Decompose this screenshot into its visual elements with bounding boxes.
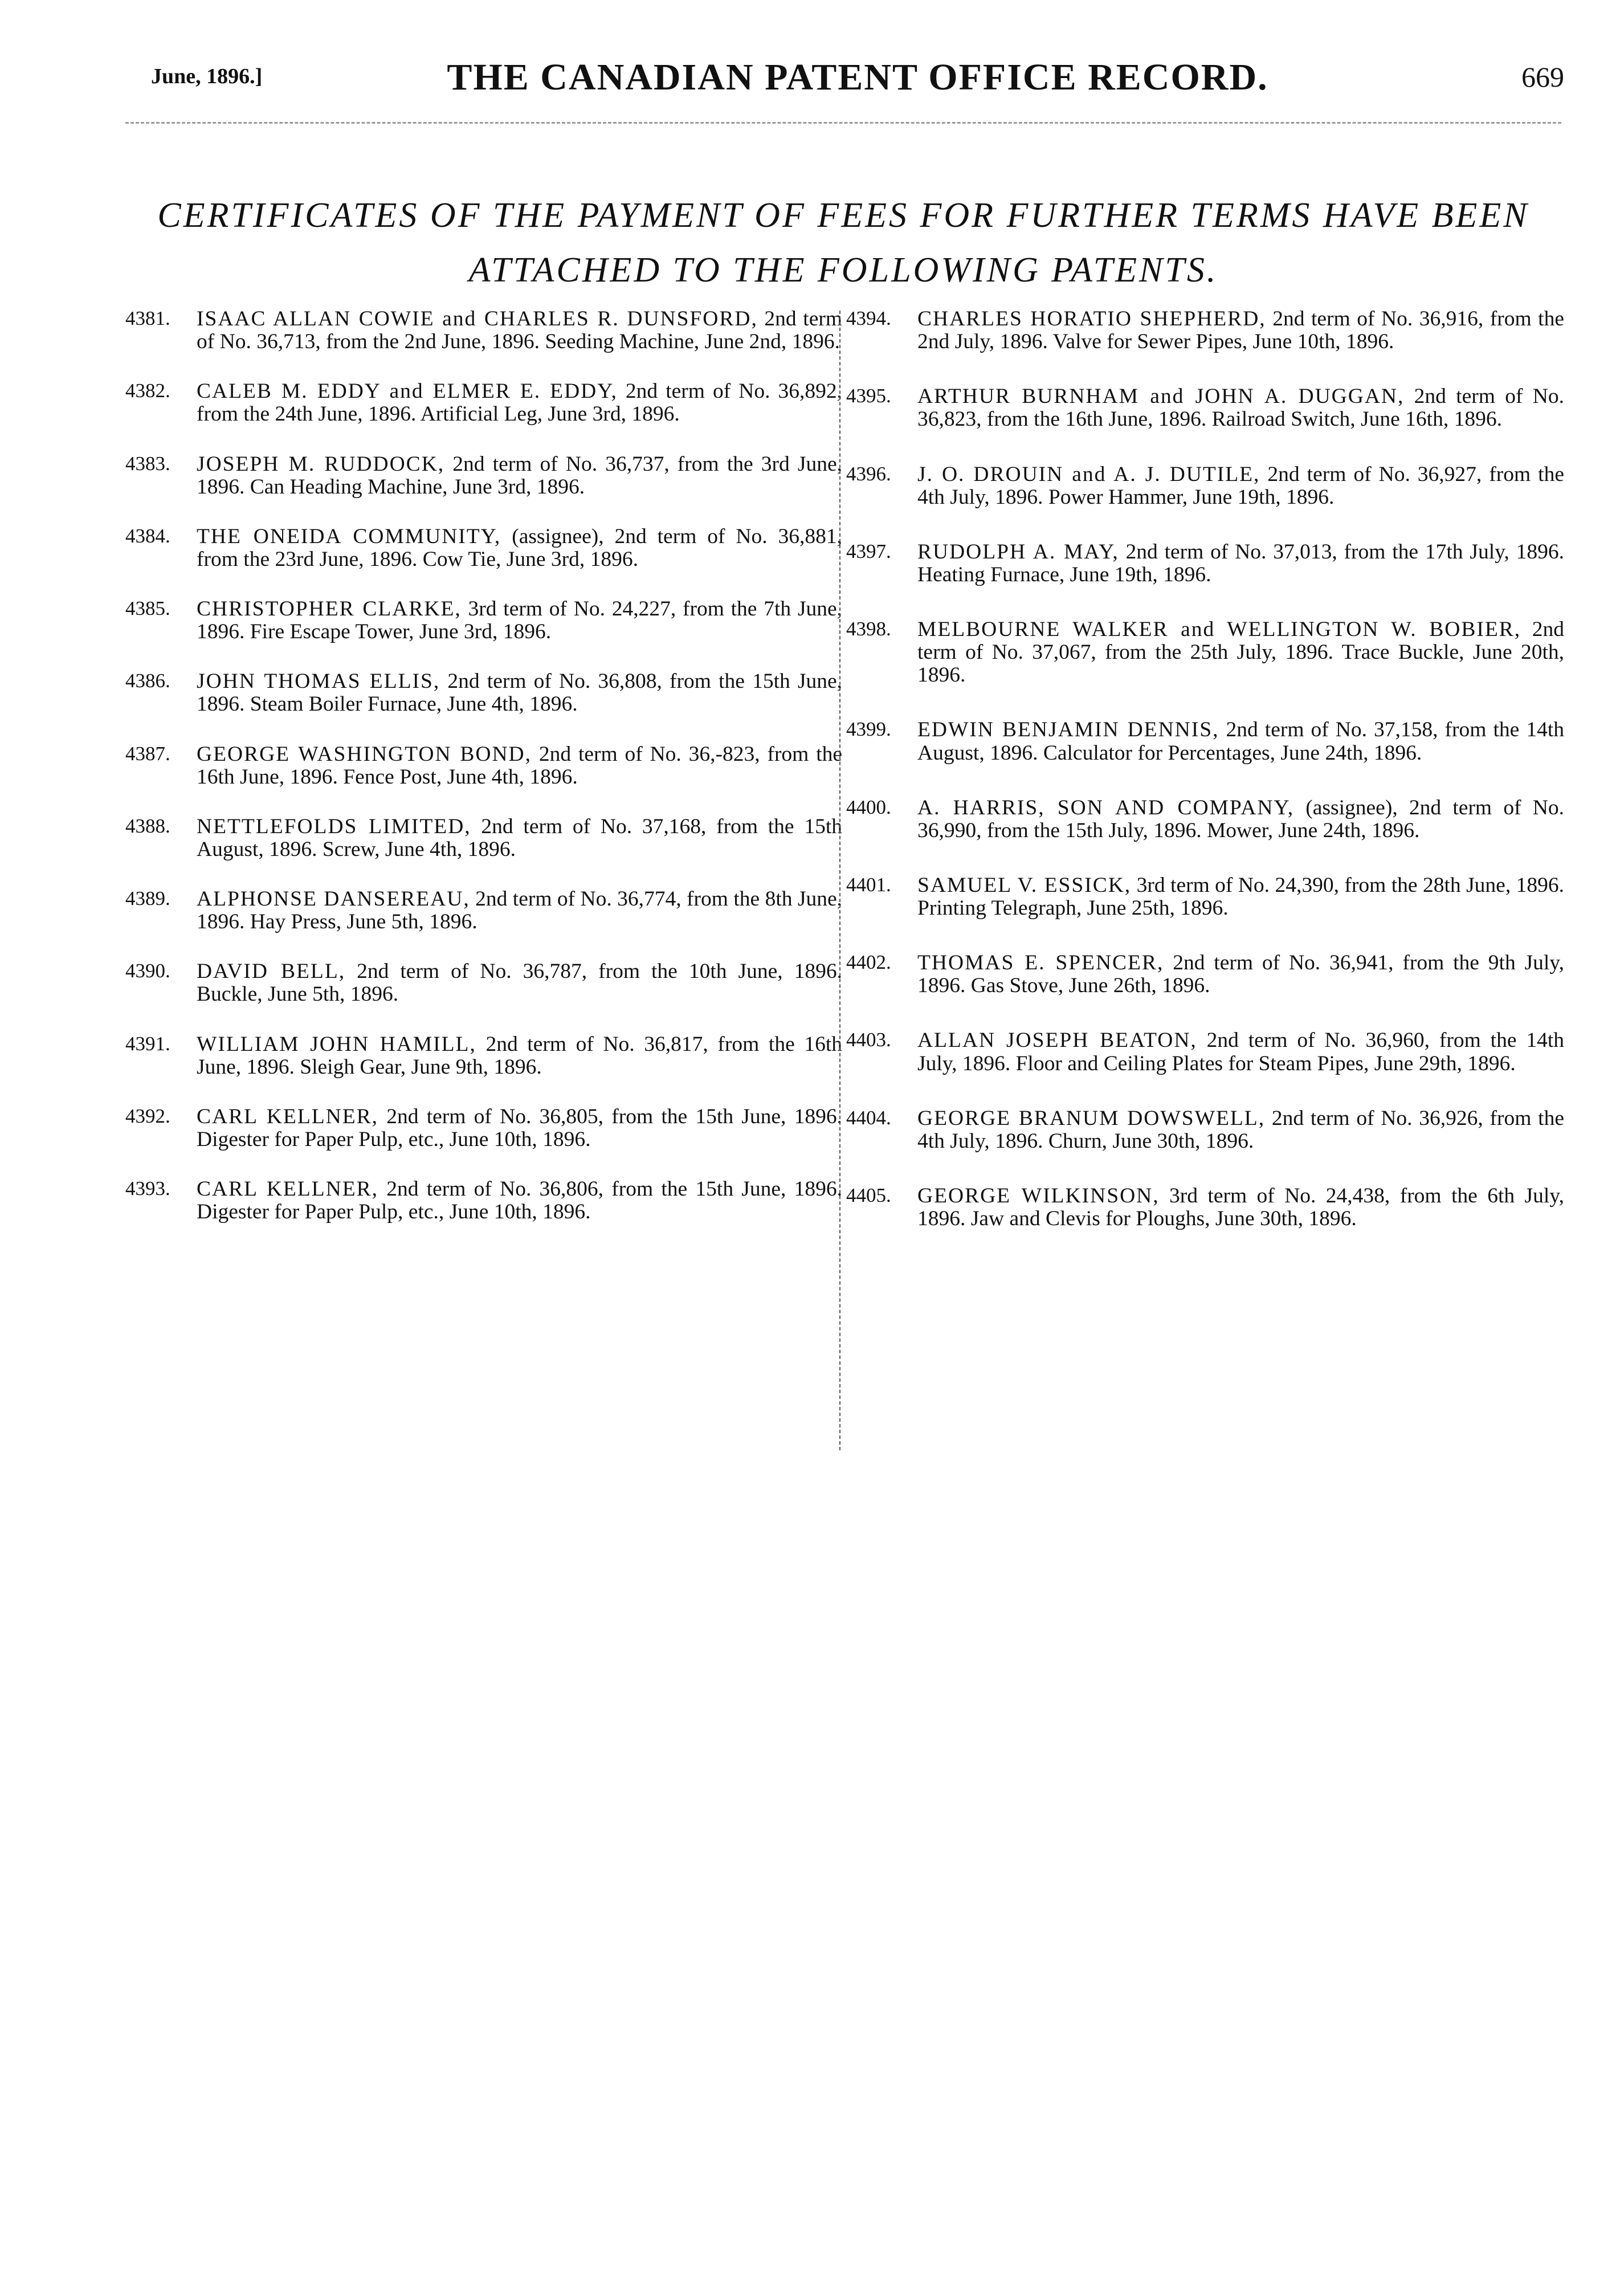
entry-number: 4384. [125, 524, 170, 547]
entry-text [197, 380, 842, 426]
patentee-name: CHRISTOPHER CLARKE, [197, 597, 462, 621]
patent-details: 2nd term of No. 36,737, from the 3rd June, 1896. Can Heading Machine, June 3rd, 1896. [197, 452, 842, 499]
patentee-name: ALPHONSE DANSEREAU, [197, 887, 470, 911]
patent-details: (assignee), 2nd term of No. 36,990, from the 15th July, 1896. Mower, June 24th, 1896. [917, 796, 1564, 842]
page-number: 669 [1521, 61, 1564, 93]
patentee-name: ISAAC ALLAN COWIE and CHARLES R. DUNSFORD, [197, 307, 758, 331]
entry-text [197, 308, 842, 353]
entry-number: 4405. [846, 1184, 891, 1206]
entry-number: 4388. [125, 814, 170, 837]
patent-entry [846, 719, 1564, 764]
entry-number: 4382. [125, 380, 170, 402]
patent-details: 3rd term of No. 24,390, from the 28th June, 1896. Printing Telegraph, June 25th, 1896. [917, 873, 1564, 920]
entry-number: 4399. [846, 718, 891, 741]
patent-details: 2nd term of No. 36,941, from the 9th July, 1896. Gas Stove, June 26th, 1896. [917, 951, 1564, 998]
patent-entry [846, 797, 1564, 842]
patent-entry [846, 874, 1564, 920]
right-column [846, 308, 1564, 1262]
patent-entry [125, 308, 842, 353]
patent-details: 2nd term of No. 36,817, from the 16th June, 1896. Sleigh Gear, June 9th, 1896. [197, 1032, 842, 1079]
patentee-name: J. O. DROUIN and A. J. DUTILE, [917, 462, 1260, 486]
entry-number: 4400. [846, 796, 891, 818]
column-divider [839, 311, 840, 1450]
entry-text [197, 670, 842, 716]
left-column [125, 308, 842, 1250]
entry-text [917, 385, 1564, 431]
patent-entry [125, 1106, 842, 1151]
patent-entry [846, 618, 1564, 687]
patentee-name: RUDOLPH A. MAY, [917, 540, 1119, 564]
patentee-name: JOSEPH M. RUDDOCK, [197, 452, 445, 476]
patent-details: 2nd term of No. 36,892, from the 24th June, 1896. Artificial Leg, June 3rd, 1896. [197, 380, 842, 426]
patentee-name: CALEB M. EDDY and ELMER E. EDDY, [197, 380, 618, 403]
patent-entry [846, 1185, 1564, 1230]
entry-number: 4392. [125, 1104, 170, 1127]
patentee-name: THE ONEIDA COMMUNITY, [197, 524, 501, 548]
entry-text [917, 618, 1564, 687]
patent-details: 2nd term of No. 36,823, from the 16th June, 1896. Railroad Switch, June 16th, 1896. [917, 385, 1564, 431]
patent-details: 2nd term of No. 36,805, from the 15th June, 1896. Digester for Paper Pulp, etc., June 10th, 1896. [197, 1104, 843, 1151]
patent-details: 2nd term of No. 36,806, from the 15th June, 1896. Digester for Paper Pulp, etc., June 10th, 1896. [197, 1177, 843, 1224]
patent-entry [846, 463, 1564, 509]
patent-details: 2nd term of No. 36,774, from the 8th June, 1896. Hay Press, June 5th, 1896. [197, 887, 842, 934]
patent-details: 2nd term of No. 37,158, from the 14th August, 1896. Calculator for Percentages, June 24th, 1896. [917, 718, 1564, 765]
patent-details: 2nd term of No. 36,-823, from the 16th June, 1896. Fence Post, June 4th, 1896. [197, 742, 843, 789]
entry-text [197, 525, 842, 571]
patentee-name: A. HARRIS, SON AND COMPANY, [917, 796, 1295, 819]
patentee-name: EDWIN BENJAMIN DENNIS, [917, 718, 1219, 742]
entry-text [917, 463, 1564, 509]
entry-text [917, 952, 1564, 997]
entry-text [197, 1178, 842, 1224]
entry-number: 4394. [846, 307, 891, 329]
patent-entry [846, 385, 1564, 431]
entry-text [917, 1185, 1564, 1230]
entry-number: 4386. [125, 670, 170, 692]
patent-entry [125, 525, 842, 571]
patent-details: 2nd term of No. 36,927, from the 4th July, 1896. Power Hammer, June 19th, 1896. [917, 462, 1564, 509]
patent-entry [846, 541, 1564, 586]
header-date: June, 1896.] [151, 64, 263, 88]
patent-entry [846, 952, 1564, 997]
patent-entry [125, 815, 842, 861]
patentee-name: CHARLES HORATIO SHEPHERD, [917, 307, 1266, 331]
patentee-name: ARTHUR BURNHAM and JOHN A. DUGGAN, [917, 385, 1405, 409]
entry-text [917, 1107, 1564, 1153]
patent-entry [125, 888, 842, 933]
entry-number: 4393. [125, 1177, 170, 1200]
patent-details: (assignee), 2nd term of No. 36,881, from the 23rd June, 1896. Cow Tie, June 3rd, 1896. [197, 524, 842, 571]
entry-number: 4401. [846, 873, 891, 896]
entry-text [197, 453, 842, 499]
entry-number: 4387. [125, 742, 170, 765]
patent-entry [846, 1107, 1564, 1153]
section-title: CERTIFICATES OF THE PAYMENT OF FEES FOR FURTHER TERMS HAVE BEEN ATTACHED TO THE FOLLOWING PATENTS. [157, 196, 1529, 290]
entry-text [197, 743, 842, 789]
patentee-name: CARL KELLNER, [197, 1177, 379, 1201]
patentee-name: JOHN THOMAS ELLIS, [197, 670, 440, 694]
entry-text [197, 1106, 842, 1151]
entry-text [917, 874, 1564, 920]
entry-number: 4389. [125, 887, 170, 910]
entry-number: 4381. [125, 307, 170, 329]
header-rule [125, 122, 1561, 124]
patentee-name: CARL KELLNER, [197, 1104, 379, 1128]
patentee-name: MELBOURNE WALKER and WELLINGTON W. BOBIER, [917, 618, 1521, 641]
patent-entry [125, 598, 842, 643]
patent-details: 2nd term of No. 36,926, from the 4th July, 1896. Churn, June 30th, 1896. [917, 1106, 1564, 1153]
page-header [151, 56, 1564, 101]
patent-details: 2nd term of No. 36,787, from the 10th June, 1896. Buckle, June 5th, 1896. [197, 960, 843, 1006]
entry-text [197, 960, 842, 1006]
entry-text [197, 598, 842, 643]
patent-details: 2nd term of No. 36,808, from the 15th June, 1896. Steam Boiler Furnace, June 4th, 1896. [197, 670, 842, 716]
entry-text [917, 308, 1564, 353]
patent-entry [125, 1178, 842, 1224]
patent-entry [125, 960, 842, 1006]
patent-entry [846, 308, 1564, 353]
entry-text [917, 541, 1564, 586]
patentee-name: SAMUEL V. ESSICK, [917, 873, 1132, 897]
patent-entry [846, 1029, 1564, 1075]
patent-entry [125, 743, 842, 789]
patentee-name: GEORGE WASHINGTON BOND, [197, 742, 532, 766]
entry-text [197, 888, 842, 933]
entry-number: 4391. [125, 1032, 170, 1055]
patentee-name: THOMAS E. SPENCER, [917, 951, 1164, 975]
entry-number: 4397. [846, 540, 891, 562]
patent-details: 2nd term of No. 36,960, from the 14th July, 1896. Floor and Ceiling Plates for Steam Pipes, June 29th, 1896. [917, 1029, 1564, 1075]
entry-number: 4396. [846, 462, 891, 485]
patent-entry [125, 670, 842, 716]
entry-text [917, 797, 1564, 842]
patentee-name: NETTLEFOLDS LIMITED, [197, 814, 471, 838]
entry-text [197, 1033, 842, 1079]
patent-details: 3rd term of No. 24,227, from the 7th June, 1896. Fire Escape Tower, June 3rd, 1896. [197, 597, 843, 644]
entry-text [917, 719, 1564, 764]
entry-number: 4404. [846, 1106, 891, 1129]
patent-details: 2nd term of No. 37,168, from the 15th August, 1896. Screw, June 4th, 1896. [197, 814, 843, 861]
patent-details: 2nd term of No. 36,916, from the 2nd July, 1896. Valve for Sewer Pipes, June 10th, 1896. [917, 307, 1564, 354]
entry-number: 4398. [846, 618, 891, 640]
patentee-name: ALLAN JOSEPH BEATON, [917, 1029, 1197, 1053]
entry-number: 4390. [125, 960, 170, 982]
patentee-name: GEORGE WILKINSON, [917, 1184, 1160, 1208]
entry-number: 4402. [846, 951, 891, 974]
entry-number: 4403. [846, 1029, 891, 1051]
entry-number: 4383. [125, 452, 170, 475]
patent-entry [125, 1033, 842, 1079]
patentee-name: GEORGE BRANUM DOWSWELL, [917, 1106, 1266, 1130]
patent-entry [125, 380, 842, 426]
patentee-name: DAVID BELL, [197, 960, 346, 984]
entry-text [917, 1029, 1564, 1075]
patentee-name: WILLIAM JOHN HAMILL, [197, 1032, 476, 1056]
entry-number: 4395. [846, 385, 891, 407]
patent-entry [125, 453, 842, 499]
publication-title: THE CANADIAN PATENT OFFICE RECORD. [447, 56, 1268, 98]
patent-details: 2nd term of No. 37,013, from the 17th July, 1896. Heating Furnace, June 19th, 1896. [917, 540, 1565, 586]
patent-details: 2nd term of No. 36,713, from the 2nd June, 1896. Seeding Machine, June 2nd, 1896. [197, 307, 842, 354]
patent-details: 3rd term of No. 24,438, from the 6th July, 1896. Jaw and Clevis for Ploughs, June 30th, 1896. [917, 1184, 1564, 1230]
patent-details: 2nd term of No. 37,067, from the 25th July, 1896. Trace Buckle, June 20th, 1896. [917, 618, 1564, 687]
entry-number: 4385. [125, 597, 170, 619]
entry-text [197, 815, 842, 861]
